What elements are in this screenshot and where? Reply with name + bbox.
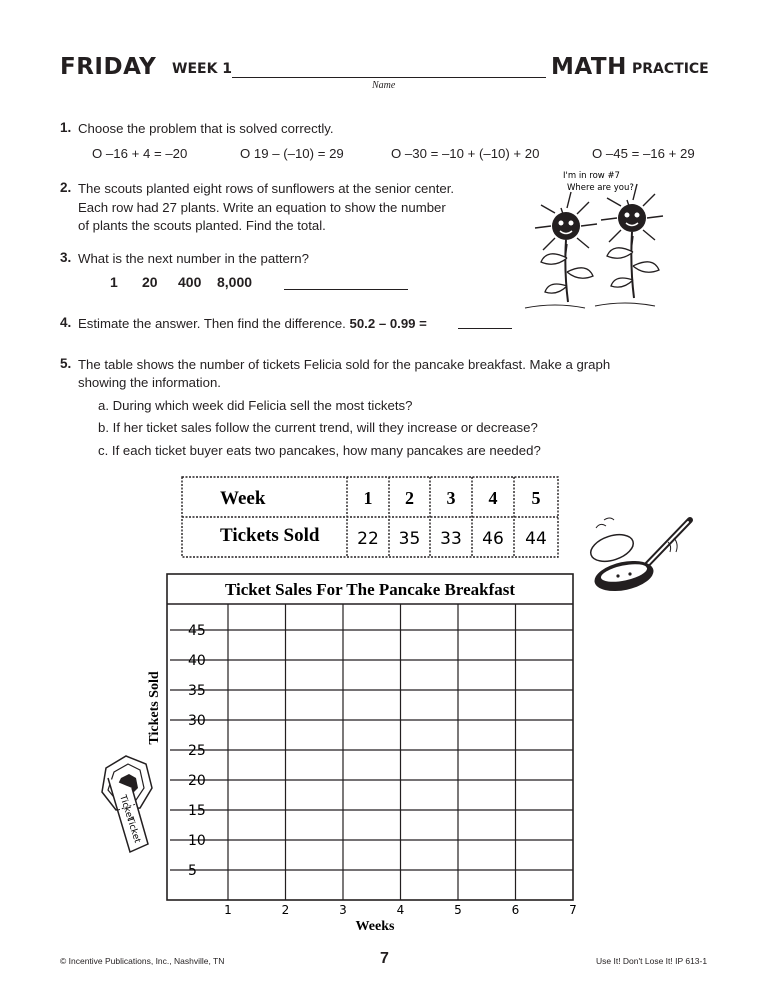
q5-number: 5. xyxy=(60,356,72,371)
q1-number: 1. xyxy=(60,120,72,135)
q5-line-2: showing the information. xyxy=(78,375,221,390)
ticket-text-2: Ticket xyxy=(124,815,142,845)
sunflowers-illustration xyxy=(515,168,665,318)
y-tick-label: 10 xyxy=(188,833,206,849)
x-axis-ticks xyxy=(224,903,577,917)
q4-text-row xyxy=(78,314,427,333)
week-label: WEEK 1 xyxy=(172,61,233,77)
sunflower-left-icon xyxy=(535,192,597,302)
y-tick-label: 5 xyxy=(188,863,197,879)
q2-number: 2. xyxy=(60,180,72,195)
table-tickets-label: Tickets Sold xyxy=(220,525,320,546)
q2-line-1: The scouts planted eight rows of sunflowers at the senior center. xyxy=(78,181,455,196)
x-axis-label: Weeks xyxy=(355,919,395,934)
q1-option-a[interactable]: O –16 + 4 = –20 xyxy=(92,146,188,161)
q3-text: What is the next number in the pattern? xyxy=(78,251,309,266)
q3-pattern-4: 8,000 xyxy=(217,274,253,290)
q5-line-1: The table shows the number of tickets Felicia sold for the pancake breakfast. Make a graph xyxy=(78,357,611,372)
name-label: Name xyxy=(372,80,396,91)
speech-text-1: I'm in row #7 xyxy=(563,171,620,181)
footer-series: Use It! Don't Lose It! IP 613-1 xyxy=(596,956,708,966)
table-week-5: 5 xyxy=(531,488,541,508)
q3-number: 3. xyxy=(60,250,72,265)
q2-line-2: Each row had 27 plants. Write an equation to show the number xyxy=(78,200,446,215)
q2-line-3: of plants the scouts planted. Find the total. xyxy=(78,218,326,233)
table-tickets-1: 22 xyxy=(357,529,379,549)
y-tick-label: 20 xyxy=(188,773,206,789)
q3-pattern-2: 20 xyxy=(142,274,158,290)
q4-answer-line[interactable] xyxy=(458,328,512,329)
page-number: 7 xyxy=(380,950,389,967)
y-tick-label: 35 xyxy=(188,683,206,699)
q4-expression: 50.2 – 0.99 = xyxy=(349,316,427,331)
q3-pattern-3: 400 xyxy=(178,274,202,290)
table-week-3: 3 xyxy=(446,488,456,508)
table-week-4: 4 xyxy=(488,488,498,508)
x-tick-label: 7 xyxy=(569,903,577,917)
q1-option-d[interactable]: O –45 = –16 + 29 xyxy=(592,146,695,161)
sunflower-right-icon xyxy=(601,184,663,298)
y-axis-ticks xyxy=(188,623,206,879)
speech-text-2: Where are you? xyxy=(567,183,634,193)
q5-sub-b: b. If her ticket sales follow the current trend, will they increase or decrease? xyxy=(98,420,538,435)
q4-text: Estimate the answer. Then find the difference. xyxy=(78,316,346,331)
y-tick-label: 25 xyxy=(188,743,206,759)
x-tick-label: 3 xyxy=(339,903,347,917)
day-title: FRIDAY xyxy=(60,54,157,80)
ticket-roll-illustration xyxy=(96,748,168,860)
table-week-1: 1 xyxy=(363,488,373,508)
q1-option-b[interactable]: O 19 – (–10) = 29 xyxy=(240,146,344,161)
y-tick-label: 30 xyxy=(188,713,206,729)
y-tick-label: 40 xyxy=(188,653,206,669)
table-tickets-3: 33 xyxy=(440,529,462,549)
table-tickets-5: 44 xyxy=(525,529,547,549)
y-axis-label: Tickets Sold xyxy=(147,671,162,745)
y-tick-label: 15 xyxy=(188,803,206,819)
chart-grid xyxy=(170,604,573,900)
x-tick-label: 5 xyxy=(454,903,462,917)
table-week-2: 2 xyxy=(405,488,414,508)
x-tick-label: 1 xyxy=(224,903,232,917)
q5-sub-c: c. If each ticket buyer eats two pancakes, how many pancakes are needed? xyxy=(98,443,541,458)
table-tickets-2: 35 xyxy=(398,529,421,549)
chart-title: Ticket Sales For The Pancake Breakfast xyxy=(224,580,516,599)
y-tick-label: 45 xyxy=(188,623,206,639)
practice-label: PRACTICE xyxy=(632,61,709,77)
q3-pattern-1: 1 xyxy=(110,274,118,290)
q1-text: Choose the problem that is solved correctly. xyxy=(78,121,334,136)
name-line[interactable] xyxy=(232,77,546,78)
q3-answer-line[interactable] xyxy=(284,289,408,290)
q4-number: 4. xyxy=(60,315,72,330)
frying-pan-illustration xyxy=(578,508,698,598)
x-tick-label: 6 xyxy=(511,903,520,917)
tickets-table xyxy=(180,474,560,560)
ticket-text-1: Ticket xyxy=(117,793,135,823)
ticket-sales-chart xyxy=(140,568,590,948)
table-tickets-4: 46 xyxy=(482,529,504,549)
q1-option-c[interactable]: O –30 = –10 + (–10) + 20 xyxy=(391,146,540,161)
q5-sub-a: a. During which week did Felicia sell the most tickets? xyxy=(98,398,413,413)
table-week-label: Week xyxy=(220,488,266,509)
x-tick-label: 2 xyxy=(281,903,290,917)
x-tick-label: 4 xyxy=(396,903,405,917)
footer-copyright: © Incentive Publications, Inc., Nashville, TN xyxy=(60,956,225,966)
subject-title: MATH xyxy=(551,54,627,80)
